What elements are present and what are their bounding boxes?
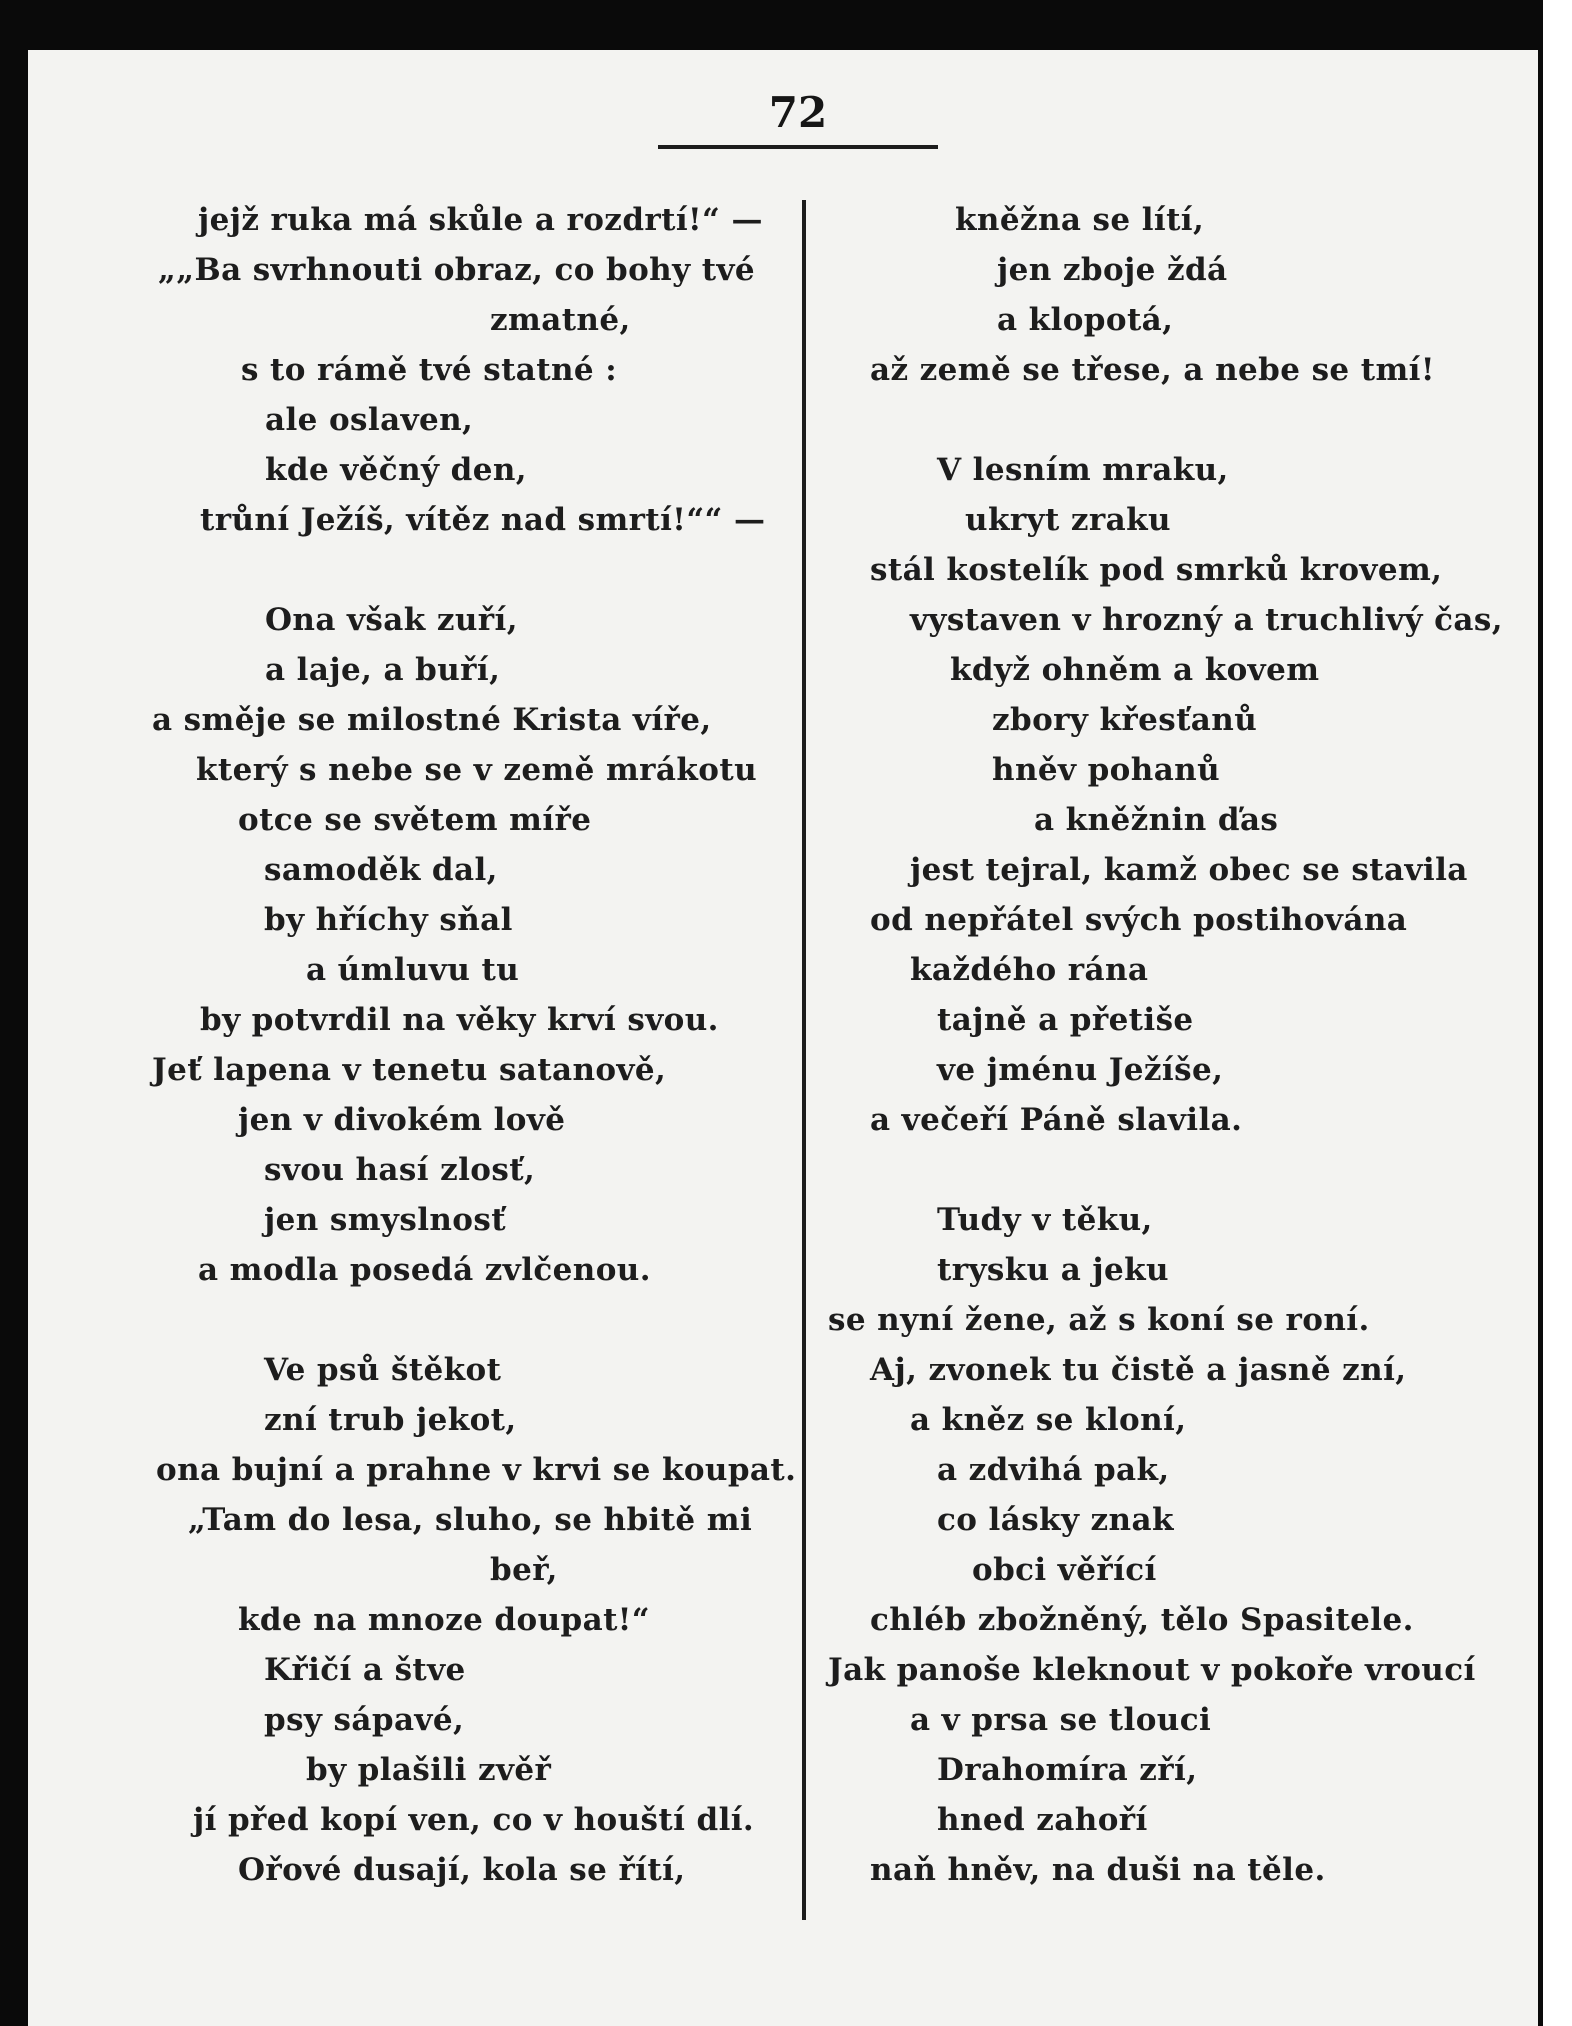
poem-line: se nyní žene, až s koní se roní.: [828, 1302, 1370, 1338]
poem-line: Ořové dusají, kola se řítí,: [238, 1852, 686, 1888]
poem-line: Drahomíra zří,: [937, 1752, 1198, 1788]
header-rule: [658, 145, 938, 149]
poem-line: jen zboje ždá: [997, 252, 1228, 288]
poem-line: zbory křesťanů: [992, 702, 1258, 738]
poem-line: Ve psů štěkot: [264, 1352, 502, 1388]
poem-line: který s nebe se v země mrákotu: [196, 752, 758, 788]
poem-line: s to rámě tvé statné :: [241, 352, 618, 388]
poem-line: beř,: [490, 1552, 558, 1588]
poem-line: jí před kopí ven, co v houští dlí.: [193, 1802, 755, 1838]
poem-line: co lásky znak: [937, 1502, 1174, 1538]
poem-line: by hříchy sňal: [264, 902, 513, 938]
poem-line: zní trub jekot,: [264, 1402, 517, 1438]
poem-line: naň hněv, na duši na těle.: [870, 1852, 1326, 1888]
poem-line: každého rána: [910, 952, 1149, 988]
poem-line: Křičí a štve: [264, 1652, 466, 1688]
poem-line: stál kostelík pod smrků krovem,: [870, 552, 1443, 588]
poem-line: až země se třese, a nebe se tmí!: [870, 352, 1435, 388]
poem-line: vystaven v hrozný a truchlivý čas,: [910, 602, 1503, 638]
poem-line: ale oslaven,: [265, 402, 474, 438]
poem-line: otce se světem míře: [238, 802, 592, 838]
poem-line: jen smyslnosť: [264, 1202, 506, 1238]
poem-line: chléb zbožněný, tělo Spasitele.: [870, 1602, 1414, 1638]
poem-line: a klopotá,: [997, 302, 1174, 338]
poem-line: jejž ruka má skůle a rozdrtí!“ —: [198, 202, 763, 238]
poem-line: když ohněm a kovem: [950, 652, 1320, 688]
poem-line: a v prsa se tlouci: [910, 1702, 1212, 1738]
poem-line: a kněz se kloní,: [910, 1402, 1187, 1438]
poem-line: by potvrdil na věky krví svou.: [200, 1002, 719, 1038]
poem-line: Jak panoše kleknout v pokoře vroucí: [828, 1652, 1476, 1688]
poem-line: a modla posedá zvlčenou.: [198, 1252, 651, 1288]
poem-line: hněv pohanů: [992, 752, 1221, 788]
poem-line: a večeří Páně slavila.: [870, 1102, 1243, 1138]
poem-line: Tudy v těku,: [937, 1202, 1153, 1238]
poem-line: Aj, zvonek tu čistě a jasně zní,: [870, 1352, 1407, 1388]
poem-line: ona bujní a prahne v krvi se koupat.: [156, 1452, 797, 1488]
poem-line: trůní Ježíš, vítěz nad smrtí!““ —: [200, 502, 766, 538]
poem-line: Ona však zuří,: [265, 602, 518, 638]
poem-line: psy sápavé,: [264, 1702, 465, 1738]
book-page: [28, 50, 1538, 2026]
poem-line: zmatné,: [490, 302, 631, 338]
poem-line: ve jménu Ježíše,: [937, 1052, 1224, 1088]
poem-line: a laje, a buří,: [265, 652, 501, 688]
poem-line: a směje se milostné Krista víře,: [152, 702, 712, 738]
poem-line: V lesním mraku,: [937, 452, 1229, 488]
poem-line: trysku a jeku: [937, 1252, 1169, 1288]
poem-line: by plašili zvěř: [306, 1752, 552, 1788]
poem-line: svou hasí zlosť,: [264, 1152, 536, 1188]
poem-line: „„Ba svrhnouti obraz, co bohy tvé: [158, 252, 755, 288]
facing-page-edge: [1543, 0, 1572, 2026]
poem-line: „Tam do lesa, sluho, se hbitě mi: [188, 1502, 753, 1538]
poem-line: obci věřící: [972, 1552, 1157, 1588]
column-divider: [802, 200, 806, 1920]
page-number: 72: [768, 88, 828, 137]
poem-line: a kněžnin ďas: [1034, 802, 1279, 838]
poem-line: ukryt zraku: [965, 502, 1171, 538]
poem-line: od nepřátel svých postihována: [870, 902, 1408, 938]
poem-line: Jeť lapena v tenetu satanově,: [152, 1052, 667, 1088]
poem-line: a zdvihá pak,: [937, 1452, 1170, 1488]
poem-line: a úmluvu tu: [306, 952, 520, 988]
poem-line: jest tejral, kamž obec se stavila: [910, 852, 1468, 888]
poem-line: tajně a přetiše: [937, 1002, 1194, 1038]
poem-line: kněžna se lítí,: [955, 202, 1205, 238]
poem-line: samoděk dal,: [264, 852, 498, 888]
poem-line: kde na mnoze doupat!“: [238, 1602, 651, 1638]
poem-line: kde věčný den,: [265, 452, 527, 488]
poem-line: jen v divokém lově: [238, 1102, 566, 1138]
poem-line: hned zahoří: [937, 1802, 1148, 1838]
